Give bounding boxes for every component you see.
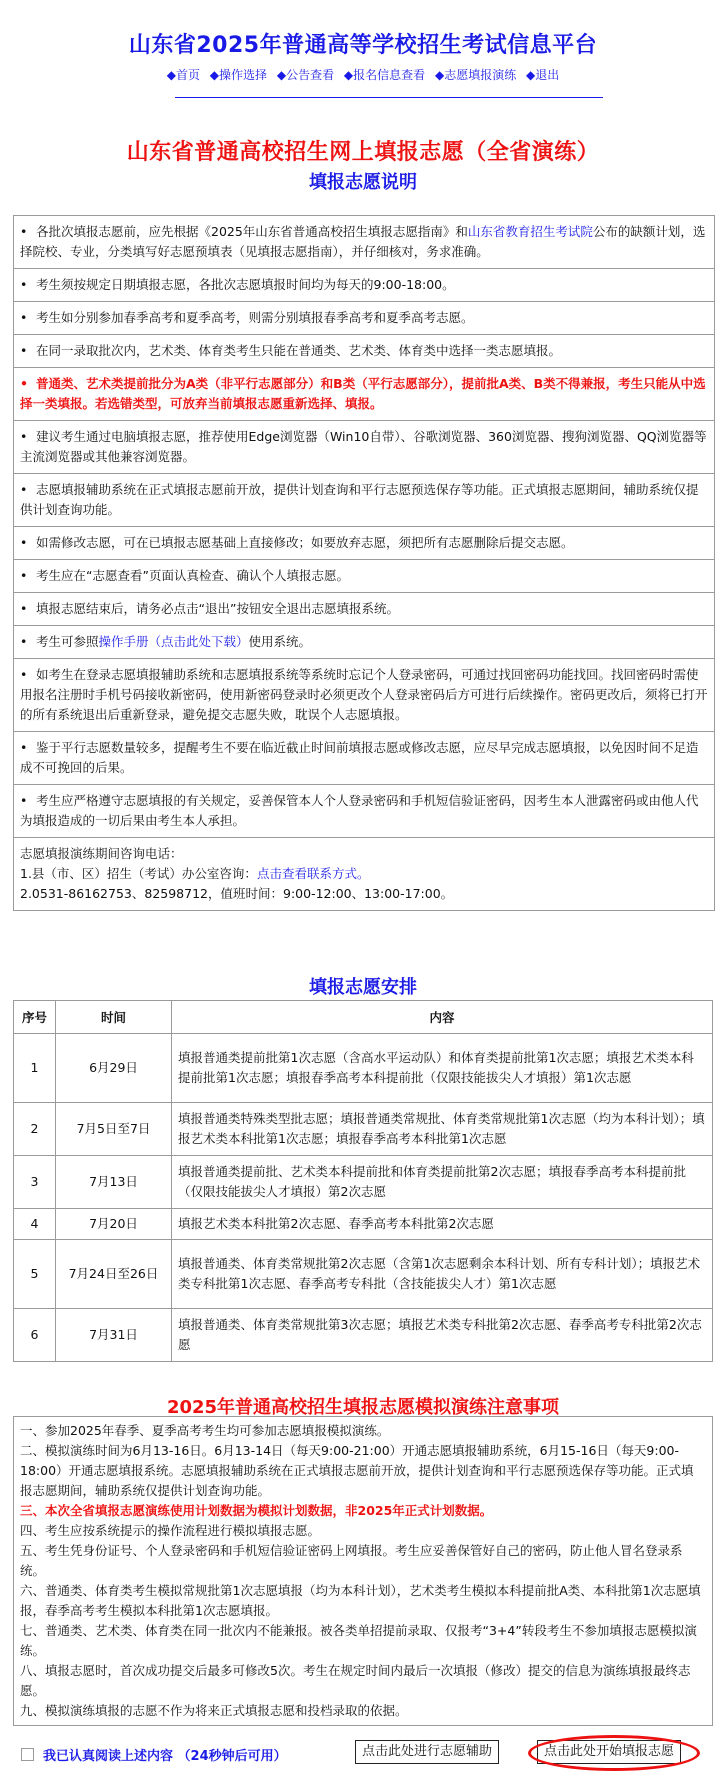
instruction-item <box>14 421 714 474</box>
table-row <box>14 1209 713 1240</box>
precaution-line: 四、考生应按系统提示的操作流程进行模拟填报志愿。 <box>20 1523 321 1538</box>
nav-registration-info[interactable]: ◆报名信息查看 <box>343 68 426 82</box>
bullet-icon: • <box>20 343 28 358</box>
precaution-line: 八、填报志愿时，首次成功提交后最多可修改5次。考生在规定时间内最后一次填报（修改）提交的信息为演练填报最终志愿。 <box>20 1663 691 1698</box>
instruction-item <box>14 785 714 838</box>
precaution-line: 七、普通类、艺术类、体育类在同一批次内不能兼报。被各类单招提前录取、仅报考“3+4”转段考生不参加填报志愿模拟演练。 <box>20 1623 697 1658</box>
instruction-text: 考生须按规定日期填报志愿，各批次志愿填报时间均为每天的9:00-18:00。 <box>36 277 455 292</box>
instruction-item <box>14 474 714 527</box>
contact-list-link[interactable]: 点击查看联系方式。 <box>256 866 370 881</box>
contact-line: 2.0531-86162753、82598712，值班时间：9:00-12:00、13:00-17:00。 <box>20 886 454 901</box>
start-filling-button[interactable]: 点击此处开始填报志愿 <box>537 1740 681 1764</box>
bullet-icon: • <box>20 224 28 239</box>
instruction-text: 在同一录取批次内，艺术类、体育类考生只能在普通类、艺术类、体育类中选择一类志愿填报。 <box>36 343 562 358</box>
bullet-icon: • <box>20 667 28 682</box>
row-number: 5 <box>14 1240 56 1309</box>
contact-info <box>14 838 714 910</box>
bullet-icon: • <box>20 601 28 616</box>
assist-button[interactable]: 点击此处进行志愿辅助 <box>355 1740 499 1764</box>
row-content: 填报普通类、体育类常规批第3次志愿；填报艺术类专科批第2次志愿、春季高考专科批第2次志愿 <box>172 1309 713 1362</box>
bullet-icon: • <box>20 482 28 497</box>
row-date: 7月31日 <box>56 1309 172 1362</box>
precaution-line: 九、模拟演练填报的志愿不作为将来正式填报志愿和投档录取的依据。 <box>20 1703 408 1718</box>
agree-label: 我已认真阅读上述内容 （24秒钟后可用） <box>43 1749 287 1764</box>
instruction-text: 普通类、艺术类提前批分为A类（非平行志愿部分）和B类（平行志愿部分），提前批A类、B类不得兼报，考生只能从中选择一类填报。若选错类型，可放弃当前填报志愿重新选择、填报。 <box>20 376 706 411</box>
row-date: 6月29日 <box>56 1034 172 1103</box>
instruction-text: 各批次填报志愿前，应先根据《2025年山东省普通高校招生填报志愿指南》和 <box>36 224 468 239</box>
row-content: 填报普通类提前批第1次志愿（含高水平运动队）和体育类提前批第1次志愿；填报艺术类本科提前批第1次志愿；填报春季高考本科提前批（仅限技能拔尖人才填报）第1次志愿 <box>172 1034 713 1103</box>
bullet-icon: • <box>20 429 28 444</box>
table-row <box>14 1240 713 1309</box>
contact-text: 1.县（市、区）招生（考试）办公室咨询： <box>20 866 257 881</box>
row-date: 7月24日至26日 <box>56 1240 172 1309</box>
row-number: 6 <box>14 1309 56 1362</box>
contact-line <box>20 864 708 884</box>
row-content: 填报普通类提前批、艺术类本科提前批和体育类提前批第2次志愿；填报春季高考本科提前批（仅限技能拔尖人才填报）第2次志愿 <box>172 1156 713 1209</box>
bullet-icon: • <box>20 634 28 649</box>
instruction-text: 考生应严格遵守志愿填报的有关规定，妥善保管本人个人登录密码和手机短信验证密码，因考生本人泄露密码或由他人代为填报造成的一切后果由考生本人承担。 <box>20 793 699 828</box>
instruction-text: 考生可参照 <box>36 634 99 649</box>
row-number: 2 <box>14 1103 56 1156</box>
column-header: 内容 <box>172 1001 713 1034</box>
contact-title: 志愿填报演练期间咨询电话： <box>20 846 183 861</box>
bullet-icon: • <box>20 740 28 755</box>
column-header: 序号 <box>14 1001 56 1034</box>
row-number: 3 <box>14 1156 56 1209</box>
manual-download-link[interactable]: 操作手册（点击此处下载） <box>98 634 249 649</box>
table-row <box>14 1034 713 1103</box>
instruction-text: 考生如分别参加春季高考和夏季高考，则需分别填报春季高考和夏季高考志愿。 <box>36 310 474 325</box>
row-date: 7月5日至7日 <box>56 1103 172 1156</box>
site-title: 山东省2025年普通高等学校招生考试信息平台 <box>128 33 598 58</box>
instruction-text: 填报志愿结束后，请务必点击“退出”按钮安全退出志愿填报系统。 <box>36 601 399 616</box>
nav-operation-select[interactable]: ◆操作选择 <box>209 68 268 82</box>
instruction-text: 鉴于平行志愿数量较多，提醒考生不要在临近截止时间前填报志愿或修改志愿，应尽早完成志愿填报，以免因时间不足造成不可挽回的后果。 <box>20 740 699 775</box>
precaution-line: 五、考生凭身份证号、个人登录密码和手机短信验证密码上网填报。考生应妥善保管好自己的密码，防止他人冒名登录系统。 <box>20 1543 683 1578</box>
instruction-item <box>14 216 714 269</box>
instruction-item <box>14 593 714 626</box>
instruction-text: 如考生在登录志愿填报辅助系统和志愿填报系统等系统时忘记个人登录密码，可通过找回密码功能找回。找回密码时需使用报名注册时手机号码接收新密码，使用新密码登录时必须更改个人登录密码后方可进行后续操作。密码更改后，须将已打开的所有系统退出后重新登录，避免提交志愿失败，耽误个人志愿填报。 <box>20 667 708 722</box>
bullet-icon: • <box>20 277 28 292</box>
instruction-item <box>14 560 714 593</box>
instruction-item <box>14 527 714 560</box>
bullet-icon: • <box>20 793 28 808</box>
row-number: 4 <box>14 1209 56 1240</box>
bullet-icon: • <box>20 535 28 550</box>
top-nav <box>0 66 726 83</box>
precautions-title: 2025年普通高校招生填报志愿模拟演练注意事项 <box>166 1397 560 1418</box>
precaution-line: 二、模拟演练时间为6月13-16日。6月13-14日（每天9:00-21:00）开通志愿填报辅助系统，6月15-16日（每天9:00-18:00）开通志愿填报系统。志愿填报辅助系统在正式填报志愿前开放，提供计划查询和平行志愿预选保存等功能。正式填报志愿期间，辅助系统仅提供计划查询功能。 <box>20 1443 694 1498</box>
exam-authority-link[interactable]: 山东省教育招生考试院 <box>467 224 593 239</box>
row-content: 填报艺术类本科批第2次志愿、春季高考本科批第2次志愿 <box>172 1209 713 1240</box>
instruction-text: 考生应在“志愿查看”页面认真检查、确认个人填报志愿。 <box>36 568 349 583</box>
bullet-icon: • <box>20 376 28 391</box>
nav-announcements[interactable]: ◆公告查看 <box>276 68 335 82</box>
instruction-item <box>14 659 714 732</box>
table-row <box>14 1156 713 1209</box>
instruction-item <box>14 302 714 335</box>
instruction-text: 使用系统。 <box>248 634 312 649</box>
page-title: 山东省普通高校招生网上填报志愿（全省演练） <box>126 140 600 165</box>
bullet-icon: • <box>20 310 28 325</box>
bullet-icon: • <box>20 568 28 583</box>
schedule-title: 填报志愿安排 <box>309 977 417 998</box>
row-date: 7月13日 <box>56 1156 172 1209</box>
schedule-table <box>13 1000 713 1362</box>
row-content: 填报普通类特殊类型批志愿；填报普通类常规批、体育类常规批第1次志愿（均为本科计划）；填报艺术类本科批第1次志愿；填报春季高考本科批第1次志愿 <box>172 1103 713 1156</box>
column-header: 时间 <box>56 1001 172 1034</box>
precautions-box <box>13 1416 713 1726</box>
nav-divider <box>175 97 603 98</box>
instruction-text: 如需修改志愿，可在已填报志愿基础上直接修改；如要放弃志愿，须把所有志愿删除后提交志愿。 <box>36 535 574 550</box>
nav-volunteer-drill[interactable]: ◆志愿填报演练 <box>434 68 517 82</box>
agree-checkbox[interactable] <box>21 1748 34 1761</box>
nav-logout[interactable]: ◆退出 <box>526 68 560 82</box>
precaution-line: 六、普通类、体育类考生模拟常规批第1次志愿填报（均为本科计划），艺术类考生模拟本科提前批A类、本科批第1次志愿填报，春季高考考生模拟本科批第1次志愿填报。 <box>20 1583 701 1618</box>
row-date: 7月20日 <box>56 1209 172 1240</box>
table-header-row <box>14 1001 713 1034</box>
instruction-text: 建议考生通过电脑填报志愿，推荐使用Edge浏览器（Win10自带）、谷歌浏览器、360浏览器、搜狗浏览器、QQ浏览器等主流浏览器或其他兼容浏览器。 <box>20 429 707 464</box>
precaution-line-warning: 三、本次全省填报志愿演练使用计划数据为模拟计划数据，非2025年正式计划数据。 <box>20 1503 493 1518</box>
instruction-text: 志愿填报辅助系统在正式填报志愿前开放，提供计划查询和平行志愿预选保存等功能。正式填报志愿期间，辅助系统仅提供计划查询功能。 <box>20 482 699 517</box>
table-row <box>14 1309 713 1362</box>
instructions-title: 填报志愿说明 <box>309 172 417 193</box>
instruction-item <box>14 732 714 785</box>
instruction-item <box>14 269 714 302</box>
nav-home[interactable]: ◆首页 <box>166 68 200 82</box>
table-row <box>14 1103 713 1156</box>
instruction-item <box>14 335 714 368</box>
instruction-text: 公布的缺额计划，选择院校、专业，分类填写好志愿预填表（见填报志愿指南），并仔细核对，务求准确。 <box>20 224 706 259</box>
precaution-line: 一、参加2025年春季、夏季高考考生均可参加志愿填报模拟演练。 <box>20 1423 390 1438</box>
instruction-item-warning <box>14 368 714 421</box>
action-bar <box>0 1735 726 1771</box>
instructions-box <box>13 215 715 911</box>
instruction-item <box>14 626 714 659</box>
row-number: 1 <box>14 1034 56 1103</box>
row-content: 填报普通类、体育类常规批第2次志愿（含第1次志愿剩余本科计划、所有专科计划）；填报艺术类专科批第1次志愿、春季高考专科批（含技能拔尖人才）第1次志愿 <box>172 1240 713 1309</box>
